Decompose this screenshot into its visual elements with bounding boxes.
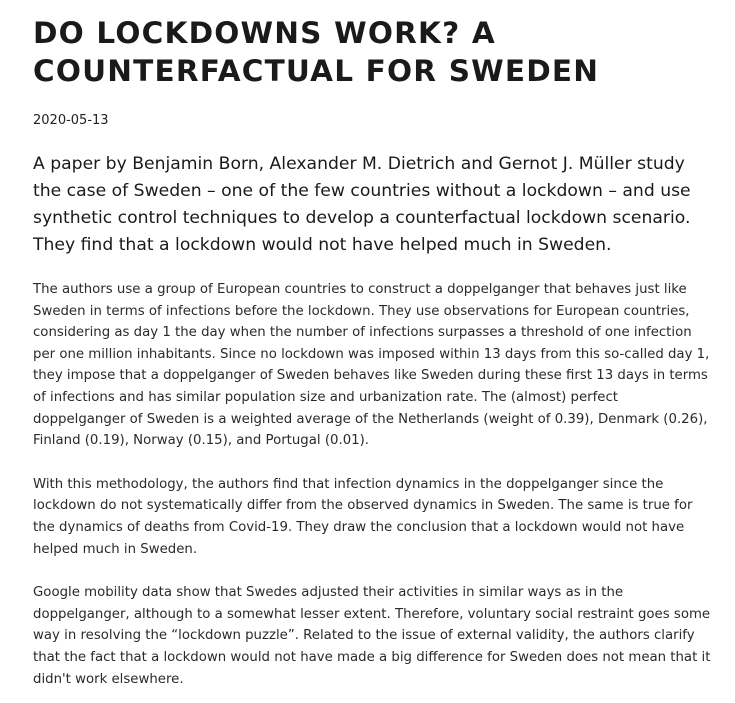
article-title: DO LOCKDOWNS WORK? A COUNTERFACTUAL FOR SWEDEN [33,16,600,88]
body-paragraph-2: With this methodology, the authors find that infection dynamics in the doppelganger since the lockdown do not systematically differ from the observed dynamics in Sweden. The same is true for the dynamics of deaths from Covid-19. They draw the conclusion that a lockdown would not have helped much in Sweden. [33,476,693,557]
publication-date: 2020-05-13 [33,113,109,128]
body-paragraph-3: Google mobility data show that Swedes adjusted their activities in similar ways as in the doppelganger, although to a somewhat lesser extent. Therefore, voluntary social restraint goes some way in resolving the “lockdown puzzle”. Related to the issue of external validity, the authors clarify that the fact that a lockdown would not have made a big difference for Sweden does not mean that it didn't work elsewhere. [33,585,711,687]
article [33,0,713,703]
article-lead: A paper by Benjamin Born, Alexander M. Dietrich and Gernot J. Müller study the case of Sweden – one of the few countries without a lockdown – and use synthetic control techniques to develop a counterfactual lockdown scenario. They find that a lockdown would not have helped much in Sweden. [33,154,691,255]
body-paragraph-1: The authors use a group of European countries to construct a doppelganger that behaves just like Sweden in terms of infections before the lockdown. They use observations for European countries, considering as day 1 the day when the number of infections surpasses a threshold of one infection per one million inhabitants. Since no lockdown was imposed within 13 days from this so-called day 1, they impose that a doppelganger of Sweden behaves like Sweden during these first 13 days in terms of infections and has similar population size and urbanization rate. The (almost) perfect doppelganger of Sweden is a weighted average of the Netherlands (weight of 0.39), Denmark (0.26), Finland (0.19), Norway (0.15), and Portugal (0.01). [33,282,710,449]
